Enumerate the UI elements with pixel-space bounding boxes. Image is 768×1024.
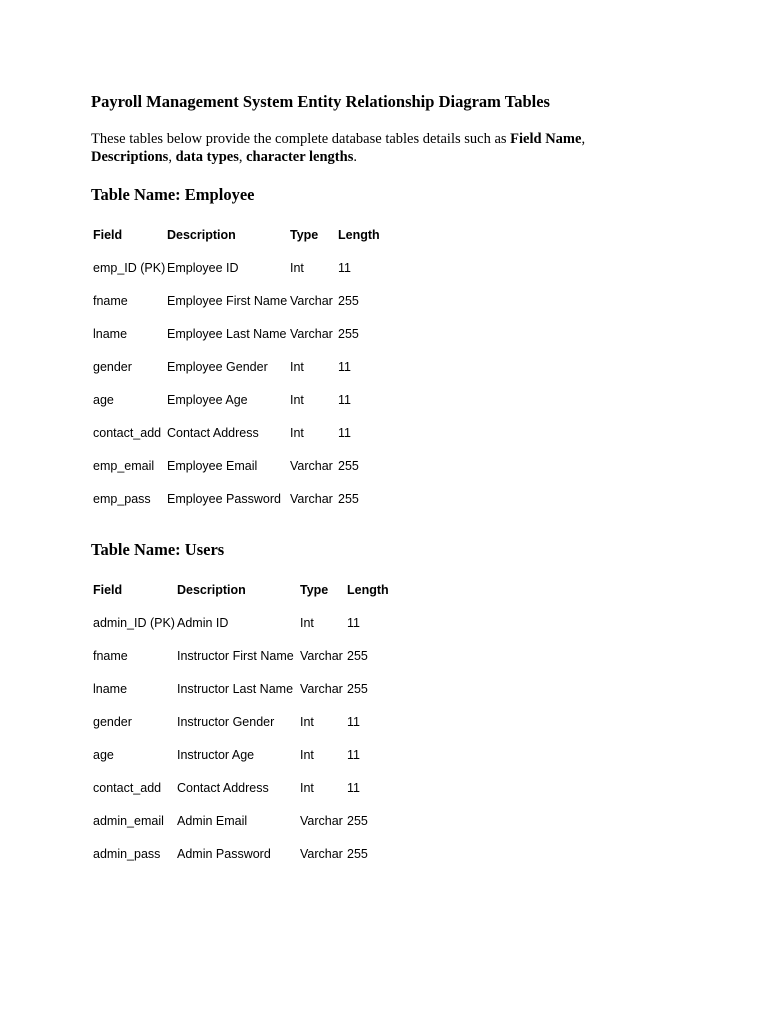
- column-header-field: Field: [93, 583, 123, 597]
- cell-description: Admin ID: [177, 616, 229, 630]
- cell-length: 11: [347, 616, 360, 630]
- cell-type: Varchar: [300, 814, 343, 828]
- column-header-length: Length: [347, 583, 389, 597]
- cell-description: Instructor First Name: [177, 649, 294, 663]
- cell-description: Employee Gender: [167, 360, 268, 374]
- intro-bold-character-lengths: character lengths: [246, 149, 354, 165]
- intro-separator: ,: [168, 149, 176, 165]
- cell-length: 255: [347, 847, 368, 861]
- cell-length: 255: [338, 459, 359, 473]
- cell-type: Int: [290, 261, 304, 275]
- column-header-length: Length: [338, 228, 380, 242]
- column-header-field: Field: [93, 228, 123, 242]
- cell-field: lname: [93, 327, 128, 341]
- cell-field: admin_pass: [93, 847, 161, 861]
- cell-field: gender: [93, 360, 132, 374]
- cell-field: admin_email: [93, 814, 164, 828]
- cell-type: Varchar: [300, 682, 343, 696]
- cell-type: Int: [290, 393, 304, 407]
- intro-suffix: .: [353, 149, 357, 165]
- cell-length: 255: [338, 327, 359, 341]
- cell-type: Varchar: [290, 294, 333, 308]
- cell-type: Int: [300, 748, 314, 762]
- intro-separator: ,: [238, 149, 247, 165]
- cell-field: emp_email: [93, 459, 155, 473]
- cell-type: Int: [290, 360, 304, 374]
- cell-field: contact_add: [93, 781, 162, 795]
- cell-field: lname: [93, 682, 128, 696]
- cell-type: Varchar: [290, 492, 333, 506]
- cell-type: Int: [290, 426, 304, 440]
- column-header-description: Description: [177, 583, 246, 597]
- cell-length: 11: [338, 360, 351, 374]
- cell-description: Employee First Name: [167, 294, 288, 308]
- cell-type: Int: [300, 715, 314, 729]
- cell-length: 11: [338, 393, 351, 407]
- cell-field: admin_ID (PK): [93, 616, 175, 630]
- cell-type: Int: [300, 616, 314, 630]
- intro-text: These tables below provide the complete database tables details such as: [91, 131, 511, 147]
- cell-field: age: [93, 393, 114, 407]
- intro-bold-field-name: Field Name: [510, 131, 582, 147]
- intro-bold-descriptions: Descriptions: [91, 149, 169, 165]
- intro-paragraph: [91, 130, 611, 166]
- cell-length: 255: [338, 294, 359, 308]
- cell-length: 11: [347, 781, 360, 795]
- cell-description: Contact Address: [167, 426, 259, 440]
- cell-description: Employee Password: [167, 492, 281, 506]
- column-header-description: Description: [167, 228, 236, 242]
- cell-description: Admin Email: [177, 814, 248, 828]
- cell-field: fname: [93, 649, 128, 663]
- table-heading-employee: Table Name: Employee: [91, 185, 255, 204]
- cell-description: Employee ID: [167, 261, 239, 275]
- cell-length: 255: [347, 649, 368, 663]
- cell-type: Varchar: [300, 649, 343, 663]
- column-header-type: Type: [300, 583, 329, 597]
- cell-type: Varchar: [300, 847, 343, 861]
- cell-length: 255: [338, 492, 359, 506]
- cell-description: Instructor Gender: [177, 715, 275, 729]
- cell-description: Contact Address: [177, 781, 269, 795]
- cell-length: 11: [347, 748, 360, 762]
- cell-length: 11: [347, 715, 360, 729]
- cell-description: Instructor Last Name: [177, 682, 294, 696]
- cell-type: Varchar: [290, 327, 333, 341]
- cell-length: 11: [338, 261, 351, 275]
- cell-field: age: [93, 748, 114, 762]
- cell-description: Employee Last Name: [167, 327, 287, 341]
- table-heading-users: Table Name: Users: [91, 540, 225, 559]
- cell-field: contact_add: [93, 426, 162, 440]
- column-header-type: Type: [290, 228, 319, 242]
- cell-description: Employee Age: [167, 393, 248, 407]
- cell-field: emp_pass: [93, 492, 151, 506]
- cell-length: 255: [347, 814, 368, 828]
- cell-type: Int: [300, 781, 314, 795]
- cell-description: Instructor Age: [177, 748, 255, 762]
- cell-length: 255: [347, 682, 368, 696]
- cell-description: Employee Email: [167, 459, 258, 473]
- cell-field: gender: [93, 715, 132, 729]
- page-title: Payroll Management System Entity Relationship Diagram Tables: [91, 92, 550, 111]
- cell-field: fname: [93, 294, 128, 308]
- cell-type: Varchar: [290, 459, 333, 473]
- intro-bold-data-types: data types: [175, 149, 239, 165]
- cell-description: Admin Password: [177, 847, 271, 861]
- cell-field: emp_ID (PK): [93, 261, 166, 275]
- intro-separator: ,: [581, 131, 586, 147]
- cell-length: 11: [338, 426, 351, 440]
